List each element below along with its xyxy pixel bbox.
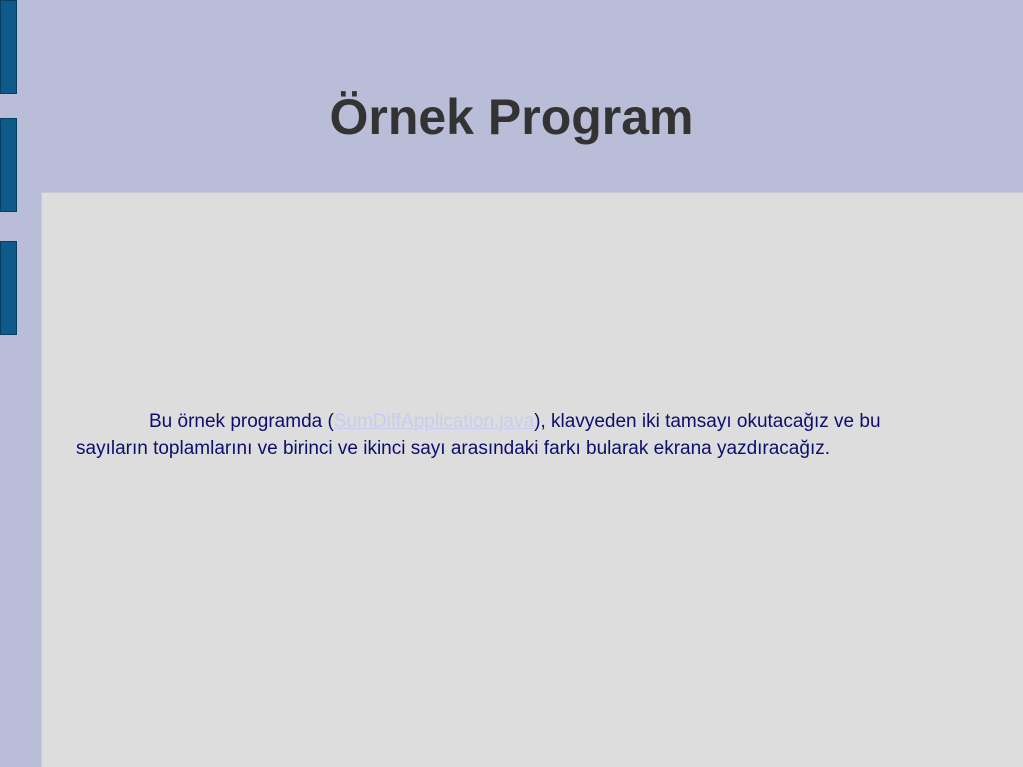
source-file-link[interactable]: SumDiffApplication.java [333,411,535,432]
slide-title: Örnek Program [329,89,694,145]
body-paragraph [76,408,896,462]
paragraph-text-before-link: Bu örnek programda ( [149,411,334,432]
side-tab-1 [0,0,17,94]
content-area [41,192,1023,767]
side-tab-3 [0,241,17,335]
paragraph-text-after-link: ), klavyeden iki tamsayı okutacağız ve bu sayıların toplamlarını ve birinci ve ikinci sayı arasındaki farkı bularak ekrana yazdıracağız. [76,411,881,459]
